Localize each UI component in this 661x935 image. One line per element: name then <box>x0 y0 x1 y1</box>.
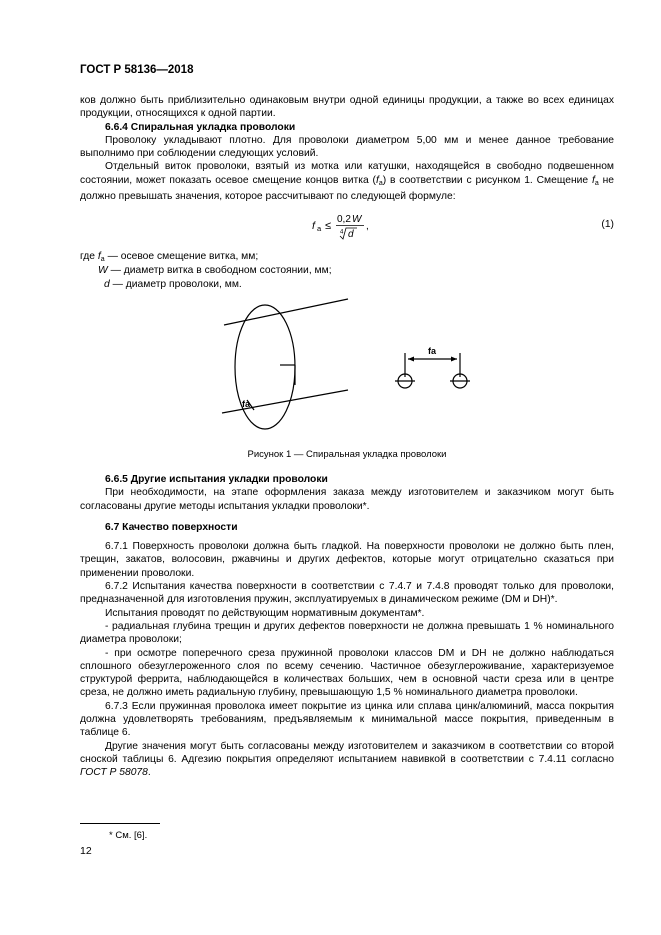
paragraph-6-6-4-2: Отдельный виток проволоки, взятый из мотка или катушки, находящейся в свободно подвешенном состоянии, может показать осевое смещение концов витка $(f_a)$ в соответствии с рисунком 1. Смещение $f_a$ не должно превышать значения, которое рассчитывают по следующей формуле: <box>80 161 614 203</box>
formula-le-sign: ≤ <box>325 220 332 232</box>
section-title-6-7: 6.7 Качество поверхности <box>105 521 238 533</box>
footnote-separator <box>80 823 160 824</box>
figure-1-spiral-winding <box>210 295 500 435</box>
dimension-arrow-right <box>451 357 457 362</box>
formula-svg <box>312 207 402 243</box>
formula-f: f <box>312 220 315 232</box>
paragraph-continuation: ков должно быть приблизительно одинаковым внутри одной единицы продукции, а также во всех единицах продукции, относящихся к одной партии. <box>80 95 614 120</box>
paragraph-6-7-2-c: - радиальная глубина трещин и других дефектов поверхности не должна превышать 1 % номинального диаметра проволоки; <box>80 620 614 646</box>
paragraph-6-7-2-b: Испытания проводят по действующим нормативным документам*. <box>105 607 425 619</box>
wire-line-top <box>224 299 348 325</box>
figure-caption: Рисунок 1 — Спиральная укладка проволоки <box>247 449 447 460</box>
page-number: 12 <box>80 845 92 857</box>
text-block-bottom <box>80 473 614 780</box>
dimension-arrow-left <box>408 357 414 362</box>
where-item-1: где $f_a$ — осевое смещение витка, мм; <box>80 251 259 263</box>
wire-coil-ellipse <box>235 305 295 429</box>
paragraph-6-7-3-b: Другие значения могут быть согласованы между изготовителем и заказчиком в соответствии со второй сноской таблицы 6. Адгезию покрытия определяют испытанием навивкой в соответствии с 7.4.11 согласно ГОСТ Р 58078. <box>80 740 614 779</box>
where-item-3: d — диаметр проволоки, мм. <box>104 279 242 290</box>
paragraph-6-6-4-1: Проволоку укладывают плотно. Для проволоки диаметром 5,00 мм и менее данное требование выполнимо при соблюдении следующих условий. <box>80 134 614 160</box>
section-title-6-6-5: 6.6.5 Другие испытания укладки проволоки <box>105 474 328 485</box>
reference-gost-58078: ГОСТ Р 58078 <box>80 767 148 779</box>
formula-number: (1) <box>601 219 614 230</box>
paragraph-6-7-3: 6.7.3 Если пружинная проволока имеет покрытие из цинка или сплава цинк/алюминий, масса покрытия должна удовлетворять требованиям, предъявляемым к минимальной массе покрытия, приведенным в таблице 6. <box>80 700 614 739</box>
paragraph-6-7-2: 6.7.2 Испытания качества поверхности в соответствии с 7.4.7 и 7.4.8 проводят только для проволоки, предназначенной для изготовления пружин, эксплуатируемых в динамическом режиме (DM и DH)*. <box>80 581 614 606</box>
formula-d: d <box>348 229 354 240</box>
footnote: * См. [6]. <box>109 830 148 841</box>
paragraph-6-6-5: При необходимости, на этапе оформления заказа между изготовителем и заказчиком могут быть согласованы другие методы испытания укладки проволоки*. <box>80 487 614 512</box>
root-index: 4 <box>340 229 344 236</box>
formula-a: a <box>317 224 322 233</box>
formula-expression <box>312 207 402 247</box>
section-title-6-6-4: 6.6.4 Спиральная укладка проволоки <box>105 121 296 133</box>
paragraph-6-7-2-d: - при осмотре поперечного среза пружинной проволоки классов DM и DH не должно наблюдаться сплошного обезуглероженного слоя по всему сечению. Частичное обезуглероживание, характеризуемое структурой феррита, наблюдающейся в количествах больших, чем в основной части среза или в центре среза, не должно иметь радиальную глубину, превышающую 1,5 % номинального диаметра проволоки. <box>80 647 614 699</box>
formula-W: W <box>352 214 362 225</box>
figure-label-fa-left: fa <box>242 399 251 409</box>
paragraph-6-7-1: 6.7.1 Поверхность проволоки должна быть гладкой. На поверхности проволоки не должно быть плен, трещин, закатов, волосовин, ржавчины и других дефектов, которые могут отрицательно сказаться при применении проволоки. <box>80 541 614 579</box>
where-item-2: W — диаметр витка в свободном состоянии, мм; <box>98 265 332 276</box>
text-block-top <box>80 94 614 203</box>
where-block <box>80 250 614 292</box>
document-header: ГОСТ Р 58136—2018 <box>80 64 194 76</box>
formula-numerator: 0,2 <box>337 214 351 225</box>
formula-1 <box>80 207 614 243</box>
wire-line-bottom <box>222 390 348 413</box>
figure-label-fa-right: fa <box>428 346 437 356</box>
formula-comma: , <box>366 221 369 232</box>
